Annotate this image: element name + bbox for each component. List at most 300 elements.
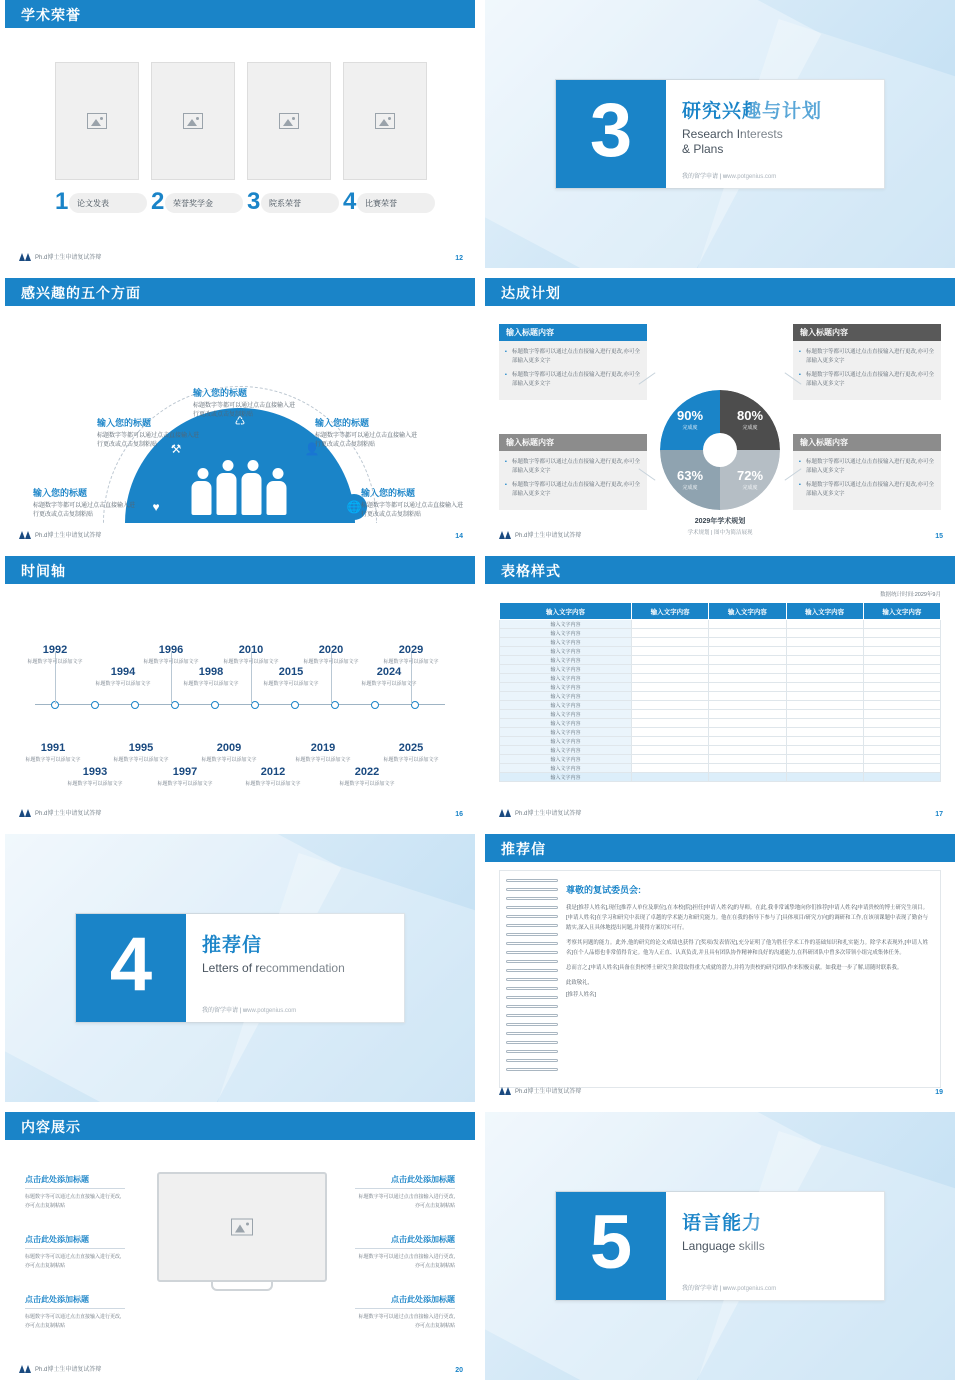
table-cell: [786, 629, 863, 638]
slide-section-divider-4: [5, 834, 475, 1102]
slide-footer: [19, 530, 101, 539]
content-block: 点击此处添加标题 标题数字等可以通过点击直接输入进行更改,亦可点击复制粘贴: [355, 1294, 455, 1330]
spiral-ring: [506, 987, 558, 990]
brand-logo-icon: [19, 1365, 31, 1373]
spiral-ring: [506, 897, 558, 900]
slide-content-display: [5, 1112, 475, 1380]
table-cell: [786, 755, 863, 764]
plan-box-header: 输入标题内容: [499, 434, 647, 451]
table-cell: [709, 656, 786, 665]
table-cell: [632, 620, 709, 629]
table-cell: [863, 620, 940, 629]
timeline-dot: [411, 701, 419, 709]
letter-sheet: [499, 870, 941, 1088]
slide-header-bar: [5, 0, 475, 28]
table-cell: [632, 764, 709, 773]
chart-caption: 2029年学术规划: [694, 518, 746, 525]
slide-footer: [499, 808, 581, 817]
timeline-entry: 2022 标题数字等可以添加文字: [339, 766, 395, 787]
screen-placeholder[interactable]: [157, 1172, 327, 1282]
page-title: 达成计划: [501, 285, 561, 301]
table-cell: [786, 692, 863, 701]
section-text-block: [666, 1192, 884, 1300]
slide-achievement-plan: [485, 278, 955, 546]
table-cell: [632, 674, 709, 683]
table-cell-label: 输入文字内容: [500, 692, 632, 701]
slide-table-style: [485, 556, 955, 824]
table-cell: [786, 746, 863, 755]
table-cell: [863, 701, 940, 710]
table-cell: [632, 692, 709, 701]
slide-recommendation-letter: [485, 834, 955, 1102]
table-header-row: [500, 603, 941, 620]
table-cell: [863, 683, 940, 692]
page-number: 16: [455, 811, 463, 818]
table-cell: [863, 665, 940, 674]
section-title-cn: 推荐信: [202, 935, 263, 956]
timeline-entry: 1996 标题数字等可以添加文字: [143, 644, 199, 665]
section-title-en: Research Interests & Plans: [682, 127, 783, 156]
section-text-block: [186, 914, 404, 1022]
honor-number: 3: [247, 188, 261, 215]
timeline-entry: 1993 标题数字等可以添加文字: [67, 766, 123, 787]
timeline-dot: [211, 701, 219, 709]
timeline-entry: 1998 标题数字等可以添加文字: [183, 666, 239, 687]
table-cell: [786, 656, 863, 665]
table-cell: [863, 647, 940, 656]
spiral-ring: [506, 978, 558, 981]
letter-paragraph: 我是[推荐人姓名],现任[推荐人单位及职位],在本校(院)担任[申请人姓名]的导师。在此,我非常诚挚地向你们推荐[申请人姓名]申请贵校的博士研究生项目。[申请人姓名]在学习和研究中表现了卓越的学术能力和研究能力。他在在我的指导下参与了[具体项目/研究方向]的调研和工作,在该项课题中表现了勤奋与踏实,深入且具体地提出问题,并使得方案切实可行。: [566, 905, 928, 931]
table-cell: [632, 719, 709, 728]
letter-signature: [推荐人姓名]: [566, 991, 596, 998]
footer-text: Ph.d博士生申请复试答辩: [35, 1367, 102, 1373]
table-cell: [632, 773, 709, 782]
page-title: 表格样式: [501, 563, 561, 579]
honor-label: 院系荣誉: [269, 199, 301, 208]
timeline-dot: [291, 701, 299, 709]
spiral-ring: [506, 933, 558, 936]
table-row: [500, 629, 941, 638]
list-item: [151, 190, 235, 216]
table-cell: [863, 692, 940, 701]
slide-header-bar: [5, 556, 475, 584]
page-title: 感兴趣的五个方面: [21, 285, 141, 301]
interest-label: 输入您的标题 标题数字等都可以通过点击直接输入进行更改或点击复制粘贴: [315, 418, 418, 448]
table-note: 数据统计时间:2029年9月: [880, 592, 941, 598]
page-number: 14: [455, 533, 463, 540]
slide-footer: [19, 1364, 101, 1373]
page-title: 推荐信: [501, 841, 546, 857]
table-cell-label: 输入文字内容: [500, 746, 632, 755]
table-row: [500, 710, 941, 719]
table-cell: [863, 737, 940, 746]
table-row: [500, 665, 941, 674]
table-cell: [863, 755, 940, 764]
interest-label: 输入您的标题 标题数字等都可以通过点击直接输入进行更改或点击复制粘贴: [33, 488, 136, 518]
footer-text: Ph.d博士生申请复试答辩: [515, 1089, 582, 1095]
table-cell: [709, 665, 786, 674]
table-cell-label: 输入文字内容: [500, 728, 632, 737]
photo-placeholder-row: [55, 62, 427, 180]
brand-logo-icon: [499, 1087, 511, 1095]
divider-card: [555, 1191, 885, 1301]
section-number: 4: [109, 921, 153, 1007]
table-cell: [786, 701, 863, 710]
table-row: [500, 746, 941, 755]
table-cell-label: 输入文字内容: [500, 656, 632, 665]
page-title: 时间轴: [21, 563, 66, 579]
section-number-block: [76, 914, 186, 1022]
table-cell: [786, 683, 863, 692]
slide-header-bar: [485, 278, 955, 306]
table-cell: [786, 665, 863, 674]
spiral-ring: [506, 960, 558, 963]
section-title-cn: 语言能力: [682, 1213, 763, 1234]
table-cell: [863, 746, 940, 755]
table-cell: [632, 728, 709, 737]
section-number: 3: [589, 87, 633, 173]
table-cell-label: 输入文字内容: [500, 737, 632, 746]
spiral-ring: [506, 1032, 558, 1035]
spiral-ring: [506, 1068, 558, 1071]
table-cell: [709, 764, 786, 773]
page-number: 15: [935, 533, 943, 540]
photo-placeholder[interactable]: [151, 62, 235, 180]
table-cell: [632, 755, 709, 764]
letter-salutation: 尊敬的复试委员会:: [566, 885, 641, 895]
timeline-entry: 2025 标题数字等可以添加文字: [383, 742, 439, 763]
content-block: 点击此处添加标题 标题数字等可以通过点击直接输入进行更改,亦可点击复制粘贴: [355, 1174, 455, 1210]
spiral-ring: [506, 951, 558, 954]
page-number: 19: [935, 1089, 943, 1096]
timeline-entry: 2024 标题数字等可以添加文字: [361, 666, 417, 687]
table-cell: [786, 719, 863, 728]
page-number: 12: [455, 255, 463, 262]
person-icon: [192, 468, 214, 515]
honor-label: 论文发表: [77, 199, 109, 208]
table-row: [500, 647, 941, 656]
table-cell-label: 输入文字内容: [500, 683, 632, 692]
timeline-entry: 1995 标题数字等可以添加文字: [113, 742, 169, 763]
table-row: [500, 674, 941, 683]
table-cell: [786, 737, 863, 746]
image-icon: [87, 113, 107, 129]
list-item: [247, 190, 331, 216]
table-cell-label: 输入文字内容: [500, 629, 632, 638]
table-cell-label: 输入文字内容: [500, 755, 632, 764]
timeline-entry: 2029 标题数字等可以添加文字: [383, 644, 439, 665]
timeline-entry: 2019 标题数字等可以添加文字: [295, 742, 351, 763]
brand-logo-icon: [19, 531, 31, 539]
plan-box-body: ▪ 标题数字等都可以通过点击直接输入进行更改,亦可全部输入更多文字 ▪ 标题数字等都可以通过点击直接输入进行更改,亦可全部输入更多文字: [793, 451, 941, 510]
spiral-ring: [506, 1041, 558, 1044]
slide-header-bar: [5, 278, 475, 306]
slide-section-divider-3: [485, 0, 955, 268]
slide-footer: [499, 530, 581, 539]
table-cell: [632, 629, 709, 638]
table-cell: [709, 773, 786, 782]
photo-placeholder[interactable]: [247, 62, 331, 180]
table-cell: [863, 764, 940, 773]
image-icon: [183, 113, 203, 129]
timeline-entry: 1997 标题数字等可以添加文字: [157, 766, 213, 787]
brand-logo-icon: [499, 531, 511, 539]
spiral-ring: [506, 1050, 558, 1053]
honor-number: 4: [343, 188, 357, 215]
table-cell: [786, 638, 863, 647]
table-cell: [632, 665, 709, 674]
table-cell-label: 输入文字内容: [500, 773, 632, 782]
table-cell: [632, 638, 709, 647]
column-header: 输入文字内容: [500, 603, 632, 620]
content-block: 点击此处添加标题 标题数字等可以通过点击直接输入进行更改,亦可点击复制粘贴: [25, 1294, 125, 1330]
table-cell-label: 输入文字内容: [500, 674, 632, 683]
table-row: [500, 656, 941, 665]
brand-line: 我的留学申请 | www.potgenius.com: [682, 1286, 777, 1292]
table-cell: [709, 674, 786, 683]
brand-line: 我的留学申请 | www.potgenius.com: [682, 174, 777, 180]
table-cell: [632, 647, 709, 656]
timeline-dot: [371, 701, 379, 709]
letter-body: [566, 883, 928, 1002]
page-number: 17: [935, 811, 943, 818]
donut-slice: 63% 完成度: [660, 450, 720, 510]
timeline-dot: [131, 701, 139, 709]
donut-graphic: [660, 390, 780, 510]
table-cell-label: 输入文字内容: [500, 764, 632, 773]
column-header: 输入文字内容: [709, 603, 786, 620]
table-cell: [632, 683, 709, 692]
timeline-dot: [251, 701, 259, 709]
image-icon: [375, 113, 395, 129]
page-number: 20: [455, 1367, 463, 1374]
slide-academic-honors: [5, 0, 475, 268]
footer-text: Ph.d博士生申请复试答辩: [35, 533, 102, 539]
table-cell: [709, 701, 786, 710]
donut-slice: 72% 完成度: [720, 450, 780, 510]
table-cell: [863, 728, 940, 737]
table-cell: [786, 674, 863, 683]
plan-box-body: ▪ 标题数字等都可以通过点击直接输入进行更改,亦可全部输入更多文字 ▪ 标题数字等都可以通过点击直接输入进行更改,亦可全部输入更多文字: [499, 341, 647, 400]
slide-timeline: [5, 556, 475, 824]
timeline-entry: 2009 标题数字等可以添加文字: [201, 742, 257, 763]
table-cell: [709, 683, 786, 692]
slide-header-bar: [485, 556, 955, 584]
list-item: [343, 190, 427, 216]
donut-slice: 80% 完成度: [720, 390, 780, 450]
honor-number: 2: [151, 188, 165, 215]
letter-paragraph: 总而言之,[申请人姓名]具备在贵校博士研究生阶段取得重大成就的潜力,并将为贵校的研究团队作来积极贡献。如我进一步了解,请随时联系我。: [566, 965, 903, 971]
timeline-entry: 2012 标题数字等可以添加文字: [245, 766, 301, 787]
timeline-dot: [171, 701, 179, 709]
table-cell: [709, 728, 786, 737]
table-cell: [709, 629, 786, 638]
data-table: [499, 602, 941, 782]
timeline-dot: [331, 701, 339, 709]
table-cell: [709, 638, 786, 647]
section-title-cn: 研究兴趣与计划: [682, 101, 823, 122]
donut-chart: [660, 390, 780, 536]
table-cell: [786, 710, 863, 719]
spiral-ring: [506, 969, 558, 972]
table-row: [500, 755, 941, 764]
slide-section-divider-5: [485, 1112, 955, 1380]
table-cell-label: 输入文字内容: [500, 647, 632, 656]
table-cell-label: 输入文字内容: [500, 719, 632, 728]
table-cell: [786, 773, 863, 782]
letter-paragraph: 考察其问题的能力。此外,他的研究的论文成绩也获得了[奖项/发表情况],充分证明了他为胜任学术工作的基础知识和扎实能力。除学术表现外,[申请人姓名]在个人品德也非常值得肯定。他为人正直、认真负责,并且具有团队协作精神和良好的沟通能力,在科研团队中曾多次带领小组完成集体任务。: [566, 940, 928, 956]
table-row: [500, 638, 941, 647]
spiral-ring: [506, 1014, 558, 1017]
honor-label: 比赛荣誉: [365, 199, 397, 208]
heart-icon: ♥: [143, 494, 169, 520]
spiral-ring: [506, 915, 558, 918]
spiral-binding: [506, 879, 562, 1079]
photo-placeholder[interactable]: [343, 62, 427, 180]
table-cell-label: 输入文字内容: [500, 638, 632, 647]
table-cell: [786, 647, 863, 656]
slide-footer: [499, 1086, 581, 1095]
table-cell-label: 输入文字内容: [500, 665, 632, 674]
column-header: 输入文字内容: [632, 603, 709, 620]
timeline-dot: [91, 701, 99, 709]
footer-text: Ph.d博士生申请复试答辩: [515, 533, 582, 539]
table-cell: [709, 755, 786, 764]
brand-logo-icon: [499, 809, 511, 817]
table-cell: [709, 746, 786, 755]
chart-subcaption: 学术规划 | 图中为简洁展现: [687, 530, 753, 536]
interest-label: 输入您的标题 标题数字等都可以通过点击直接输入进行更改或点击复制粘贴: [193, 388, 296, 418]
image-icon: [279, 113, 299, 129]
plan-box: [793, 324, 941, 400]
table-row: [500, 620, 941, 629]
table-cell: [709, 719, 786, 728]
column-header: 输入文字内容: [863, 603, 940, 620]
people-group-icon: [192, 460, 289, 515]
plan-box: [499, 434, 647, 510]
honor-label: 荣誉奖学金: [173, 199, 213, 208]
table-cell: [786, 620, 863, 629]
table-cell: [709, 620, 786, 629]
table-cell: [709, 692, 786, 701]
table-row: [500, 764, 941, 773]
person-icon: [267, 468, 289, 515]
donut-hole: [703, 433, 737, 467]
person-icon: [217, 460, 239, 515]
divider-card: [75, 913, 405, 1023]
plan-box-body: ▪ 标题数字等都可以通过点击直接输入进行更改,亦可全部输入更多文字 ▪ 标题数字等都可以通过点击直接输入进行更改,亦可全部输入更多文字: [793, 341, 941, 400]
table-cell-label: 输入文字内容: [500, 701, 632, 710]
content-block: 点击此处添加标题 标题数字等可以通过点击直接输入进行更改,亦可点击复制粘贴: [355, 1234, 455, 1270]
spiral-ring: [506, 942, 558, 945]
timeline-axis: [35, 704, 445, 705]
table-cell: [709, 737, 786, 746]
table-cell: [709, 647, 786, 656]
table-cell: [709, 710, 786, 719]
plan-box-header: 输入标题内容: [499, 324, 647, 341]
spiral-ring: [506, 1059, 558, 1062]
table-cell: [863, 674, 940, 683]
table-row: [500, 737, 941, 746]
image-icon: [231, 1219, 253, 1236]
screen-stand: [211, 1282, 273, 1291]
brand-line: 我的留学申请 | www.potgenius.com: [202, 1008, 297, 1014]
interest-label: 输入您的标题 标题数字等都可以通过点击直接输入进行更改或点击复制粘贴: [361, 488, 464, 518]
spiral-ring: [506, 906, 558, 909]
content-block: 点击此处添加标题 标题数字等可以通过点击直接输入进行更改,亦可点击复制粘贴: [25, 1174, 125, 1210]
timeline-entry: 2020 标题数字等可以添加文字: [303, 644, 359, 665]
letter-closing: 此致敬礼,: [566, 980, 590, 986]
table-cell: [863, 629, 940, 638]
table-row: [500, 728, 941, 737]
spiral-ring: [506, 1023, 558, 1026]
recycle-icon: ♺: [227, 408, 253, 434]
table-row: [500, 701, 941, 710]
table-body: [500, 620, 941, 782]
divider-card: [555, 79, 885, 189]
footer-text: Ph.d博士生申请复试答辩: [35, 811, 102, 817]
spiral-ring: [506, 879, 558, 882]
user-icon: 👤: [299, 436, 325, 462]
table-cell: [632, 701, 709, 710]
interest-label: 输入您的标题 标题数字等都可以通过点击直接输入进行更改或点击复制粘贴: [97, 418, 200, 448]
content-block: 点击此处添加标题 标题数字等可以通过点击直接输入进行更改,亦可点击复制粘贴: [25, 1234, 125, 1270]
plan-box-header: 输入标题内容: [793, 324, 941, 341]
slide-footer: [19, 252, 101, 261]
column-header: 输入文字内容: [786, 603, 863, 620]
spiral-ring: [506, 888, 558, 891]
plan-box-header: 输入标题内容: [793, 434, 941, 451]
footer-text: Ph.d博士生申请复试答辩: [35, 255, 102, 261]
timeline-entry: 1994 标题数字等可以添加文字: [95, 666, 151, 687]
table-cell: [786, 728, 863, 737]
table-cell: [863, 638, 940, 647]
table-cell: [863, 710, 940, 719]
section-number-block: [556, 80, 666, 188]
list-item: [55, 190, 139, 216]
globe-icon: 🌐: [341, 494, 367, 520]
plan-box: [499, 324, 647, 400]
table-cell-label: 输入文字内容: [500, 710, 632, 719]
photo-placeholder[interactable]: [55, 62, 139, 180]
brand-logo-icon: [19, 253, 31, 261]
honor-number: 1: [55, 188, 69, 215]
table-row: [500, 692, 941, 701]
plan-box-body: ▪ 标题数字等都可以通过点击直接输入进行更改,亦可全部输入更多文字 ▪ 标题数字等都可以通过点击直接输入进行更改,亦可全部输入更多文字: [499, 451, 647, 510]
spiral-ring: [506, 1005, 558, 1008]
section-number: 5: [589, 1199, 633, 1285]
timeline-entry: 2010 标题数字等可以添加文字: [223, 644, 279, 665]
plan-box: [793, 434, 941, 510]
slide-footer: [19, 808, 101, 817]
slide-header-bar: [485, 834, 955, 862]
footer-text: Ph.d博士生申请复试答辩: [515, 811, 582, 817]
page-title: 学术荣誉: [21, 7, 81, 23]
timeline-entry: 1992 标题数字等可以添加文字: [27, 644, 83, 665]
table-cell: [632, 737, 709, 746]
slide-five-interests: [5, 278, 475, 546]
timeline-entry: 1991 标题数字等可以添加文字: [25, 742, 81, 763]
donut-slice: 90% 完成度: [660, 390, 720, 450]
table-cell-label: 输入文字内容: [500, 620, 632, 629]
table-cell: [632, 746, 709, 755]
table-cell: [863, 719, 940, 728]
page-title: 内容展示: [21, 1119, 81, 1135]
table-cell: [632, 710, 709, 719]
table-cell: [786, 764, 863, 773]
table-row: [500, 683, 941, 692]
person-icon: [242, 460, 264, 515]
